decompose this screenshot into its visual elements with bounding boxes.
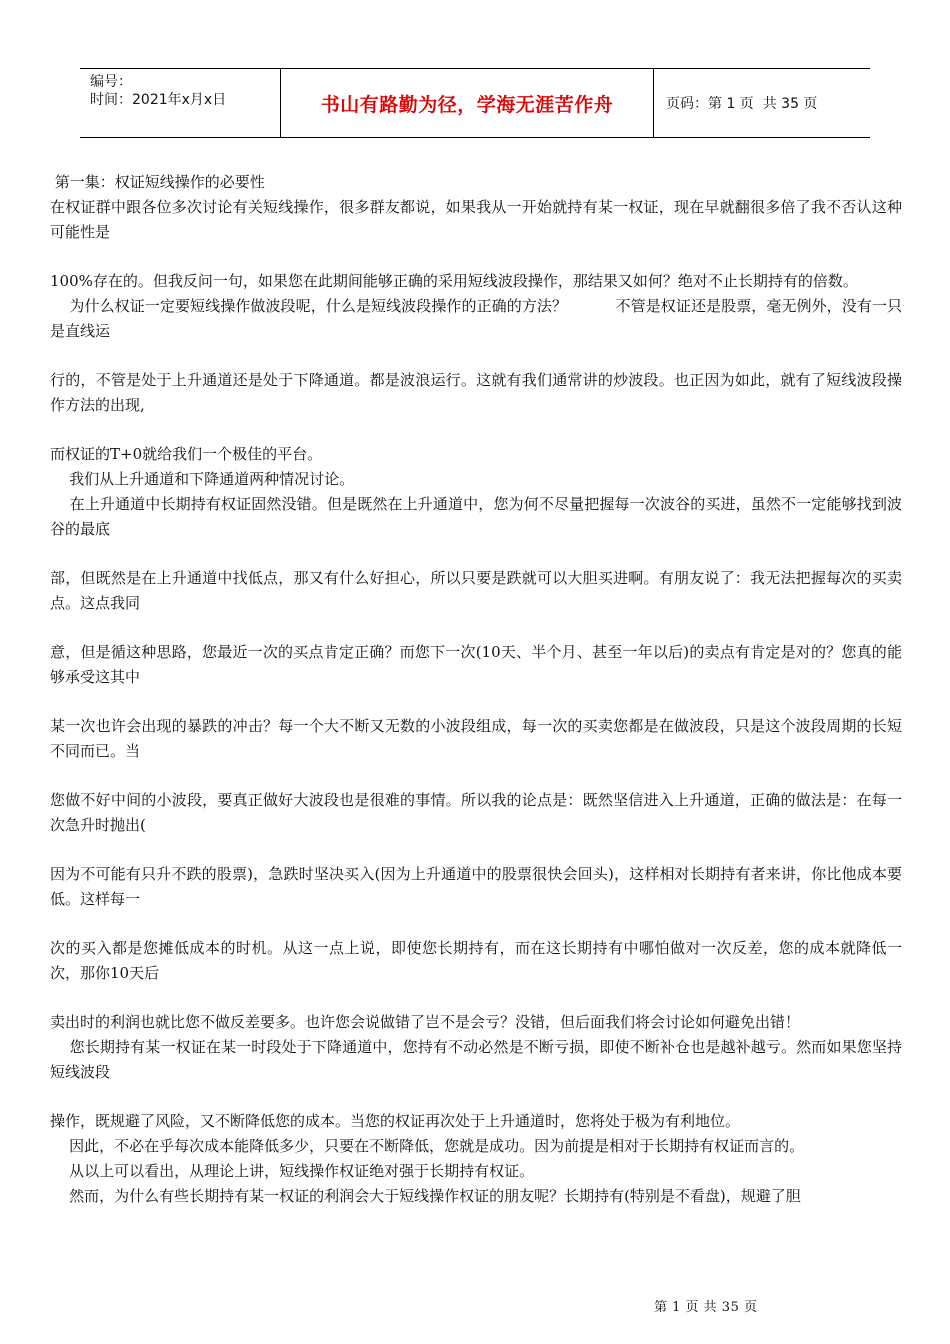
paragraph: 我们从上升通道和下降通道两种情况讨论。 xyxy=(50,470,355,488)
paragraph: 您长期持有某一权证在某一时段处于下降通道中，您持有不动必然是不断亏损，即使不断补仓也是越补越亏。然而如果您坚持短线波段 xyxy=(50,1038,902,1081)
paragraph: 从以上可以看出，从理论上讲，短线操作权证绝对强于长期持有权证。 xyxy=(50,1162,535,1180)
paragraph: 次的买入都是您摊低成本的时机。从这一点上说，即使您长期持有，而在这长期持有中哪怕做对一次反差，您的成本就降低一次，那你10天后 xyxy=(50,939,902,982)
paragraph: 卖出时的利润也就比您不做反差要多。也许您会说做错了岂不是会亏？没错，但后面我们将会讨论如何避免出错！ xyxy=(50,1013,801,1031)
paragraph: 因此，不必在乎每次成本能降低多少，只要在不断降低，您就是成功。因为前提是相对于长期持有权证而言的。 xyxy=(50,1137,805,1155)
paragraph: 操作，既规避了风险，又不断降低您的成本。当您的权证再次处于上升通道时，您将处于极为有利地位。 xyxy=(50,1112,741,1130)
paragraph: 某一次也许会出现的暴跌的冲击？每一个大不断又无数的小波段组成，每一次的买卖您都是在做波段，只是这个波段周期的长短不同而已。当 xyxy=(50,717,902,760)
paragraph: 在权证群中跟各位多次讨论有关短线操作，很多群友都说，如果我从一开始就持有某一权证，现在早就翻很多倍了我不否认这种可能性是 xyxy=(50,198,902,241)
document-date-label: 时间：2021年x月x日 xyxy=(90,92,227,108)
paragraph: 部，但既然是在上升通道中找低点，那又有什么好担心，所以只要是跌就可以大胆买进啊。有朋友说了：我无法把握每次的买卖点。这点我同 xyxy=(50,569,902,612)
paragraph: 您做不好中间的小波段，要真正做好大波段也是很难的事情。所以我的论点是：既然坚信进入上升通道，正确的做法是：在每一次急升时抛出( xyxy=(50,791,902,834)
paragraph: 因为不可能有只升不跌的股票)，急跌时坚决买入(因为上升通道中的股票很快会回头)，这样相对长期持有者来讲，你比他成本要低。这样每一 xyxy=(50,865,902,908)
paragraph: 为什么权证一定要短线操作做波段呢，什么是短线波段操作的正确的方法？ 不管是权证还是股票，毫无例外，没有一只是直线运 xyxy=(50,297,903,340)
document-body xyxy=(50,170,902,1209)
header-motto: 书山有路勤为径，学海无涯苦作舟 xyxy=(280,69,654,137)
paragraph: 而权证的T+0就给我们一个极佳的平台。 xyxy=(50,445,323,463)
document-number-label: 编号： xyxy=(90,74,132,90)
paragraph: 100%存在的。但我反问一句，如果您在此期间能够正确的采用短线波段操作，那结果又如何？绝对不止长期持有的倍数。 xyxy=(50,272,858,290)
paragraph: 然而，为什么有些长期持有某一权证的利润会大于短线操作权证的朋友呢？长期持有(特别是不看盘)，规避了胆 xyxy=(50,1187,801,1205)
header-page-label: 页码：第 1 页 共 35 页 xyxy=(666,96,818,112)
page-header xyxy=(80,68,870,138)
paragraph: 行的，不管是处于上升通道还是处于下降通道。都是波浪运行。这就有我们通常讲的炒波段。也正因为如此，就有了短线波段操作方法的出现, xyxy=(50,371,902,414)
section-title: 第一集：权证短线操作的必要性 xyxy=(50,173,265,191)
paragraph: 意，但是循这种思路，您最近一次的买点肯定正确？而您下一次(10天、半个月、甚至一年以后)的卖点有肯定是对的？您真的能够承受这其中 xyxy=(50,643,902,686)
header-page-info xyxy=(654,69,870,137)
header-meta xyxy=(80,69,280,137)
paragraph: 在上升通道中长期持有权证固然没错。但是既然在上升通道中，您为何不尽量把握每一次波谷的买进，虽然不一定能够找到波谷的最底 xyxy=(50,495,902,538)
page-footer: 第 1 页 共 35 页 xyxy=(654,1300,758,1315)
